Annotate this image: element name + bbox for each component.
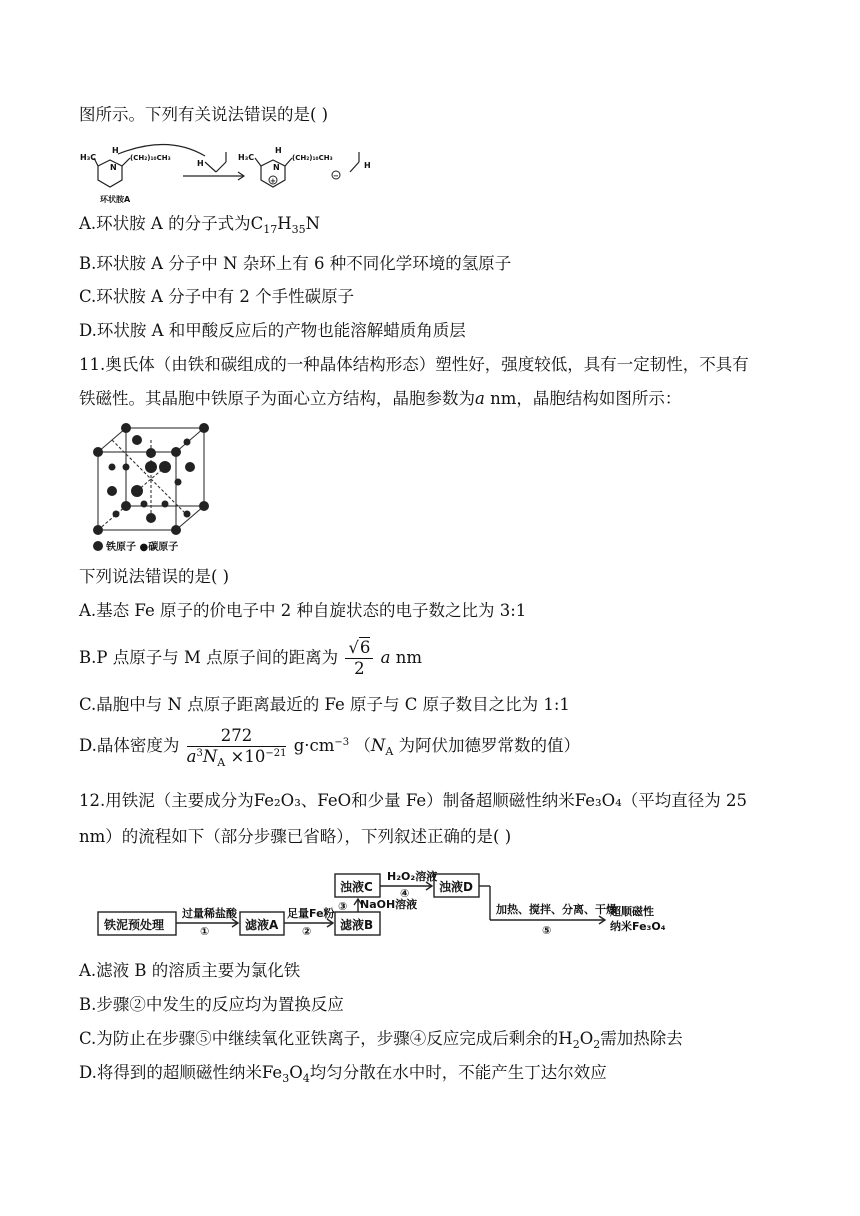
svg-text:H₂O₂溶液: H₂O₂溶液: [387, 870, 438, 883]
svg-text:N: N: [110, 163, 117, 172]
q12-option-a: A.滤液 B 的溶质主要为氯化铁: [79, 961, 301, 980]
svg-text:H: H: [364, 161, 371, 170]
q10-option-c: C.环状胺 A 分子中有 2 个手性碳原子: [79, 287, 355, 306]
q11-ask: 下列说法错误的是( ): [79, 567, 230, 586]
svg-text:N: N: [273, 163, 280, 172]
svg-text:H: H: [275, 146, 282, 155]
legend: 铁原子 ●碳原子: [106, 542, 179, 553]
svg-text:超顺磁性: 超顺磁性: [610, 905, 654, 918]
flowchart: [80, 858, 680, 950]
svg-text:滤液A: 滤液A: [245, 918, 279, 932]
q12-option-d: D.将得到的超顺磁性纳米$Fe_3O_4$均匀分散在水中时，不能产生丁达尔效应: [79, 1063, 607, 1085]
formula: $C_{17}H_{35}N$: [250, 214, 321, 236]
density-fraction: $\frac{272}{a^3N_A \times 10^{-21}}$: [186, 726, 287, 769]
svg-text:①: ①: [200, 925, 210, 938]
q12-option-c: C.为防止在步骤⑤中继续氧化亚铁离子，步骤④反应完成后剩余的$H_2O_2$需加热除去: [79, 1029, 683, 1051]
q10-option-a: A.环状胺 A 的分子式为$C_{17}H_{35}N$: [79, 214, 321, 236]
svg-text:NaOH溶液: NaOH溶液: [360, 898, 418, 911]
svg-text:H: H: [112, 146, 119, 155]
q12-stem-1: 12.用铁泥（主要成分为Fe₂O₃、FeO和少量 Fe）制备超顺磁性纳米Fe₃O₄（平均直径为 25: [79, 791, 748, 810]
q11-stem-2: 铁磁性。其晶胞中铁原子为面心立方结构，晶胞参数为a nm，晶胞结构如图所示：: [79, 389, 682, 408]
svg-text:+: +: [270, 177, 276, 185]
svg-text:浊液C: 浊液C: [340, 880, 373, 894]
svg-text:浊液D: 浊液D: [439, 880, 473, 894]
svg-text:足量Fe粉: 足量Fe粉: [287, 907, 335, 920]
svg-text:加热、搅拌、分离、干燥: 加热、搅拌、分离、干燥: [496, 903, 617, 916]
svg-text:⑤: ⑤: [542, 924, 552, 937]
svg-text:滤液B: 滤液B: [340, 918, 374, 932]
svg-text:−: −: [333, 172, 339, 180]
svg-text:铁泥预处理: 铁泥预处理: [104, 918, 165, 932]
q10-option-b: B.环状胺 A 分子中 N 杂环上有 6 种不同化学环境的氢原子: [79, 254, 512, 273]
q12-stem-2: nm）的流程如下（部分步骤已省略），下列叙述正确的是( ): [79, 827, 512, 846]
intro-line: 图所示。下列有关说法错误的是( ): [79, 105, 329, 124]
q11-option-b: B.P 点原子与 M 点原子间的距离为 $\frac{√6}{2}$ a nm: [79, 638, 422, 678]
q12-option-b: B.步骤②中发生的反应均为置换反应: [79, 995, 344, 1014]
svg-text:H: H: [197, 159, 204, 168]
svg-text:过量稀盐酸: 过量稀盐酸: [182, 907, 237, 920]
q11-option-a: A.基态 Fe 原子的价电子中 2 种自旋状态的电子数之比为 3:1: [79, 601, 527, 620]
crystal-cell-figure: [86, 418, 216, 556]
svg-text:③: ③: [338, 900, 348, 913]
q11-option-c: C.晶胞中与 N 点原子距离最近的 Fe 原子与 C 原子数目之比为 1:1: [79, 695, 570, 714]
q10-option-d: D.环状胺 A 和甲酸反应后的产物也能溶解蜡质角质层: [79, 321, 466, 340]
sqrt-fraction: $\frac{√6}{2}$: [345, 638, 373, 679]
svg-text:H₃C: H₃C: [238, 153, 255, 162]
svg-text:②: ②: [302, 925, 312, 938]
amine-label: 环状胺A: [100, 195, 131, 204]
svg-text:④: ④: [400, 887, 410, 900]
svg-text:(CH₂)₁₀CH₃: (CH₂)₁₀CH₃: [130, 154, 171, 162]
amine-reaction-figure: [78, 140, 378, 206]
q11-stem-1: 11.奥氏体（由铁和碳组成的一种晶体结构形态）塑性好，强度较低，具有一定韧性，不具有: [79, 355, 749, 374]
svg-text:纳米Fe₃O₄: 纳米Fe₃O₄: [610, 920, 666, 933]
q11-option-d: D.晶体密度为 $\frac{272}{a^3N_A \times 10^{-21}}$ $g\cdot cm^{-3}$ （$N_A$ 为阿伏加德罗常数的值）: [79, 726, 581, 769]
svg-text:H₃C: H₃C: [80, 153, 97, 162]
svg-text:(CH₂)₁₀CH₃: (CH₂)₁₀CH₃: [292, 154, 333, 162]
